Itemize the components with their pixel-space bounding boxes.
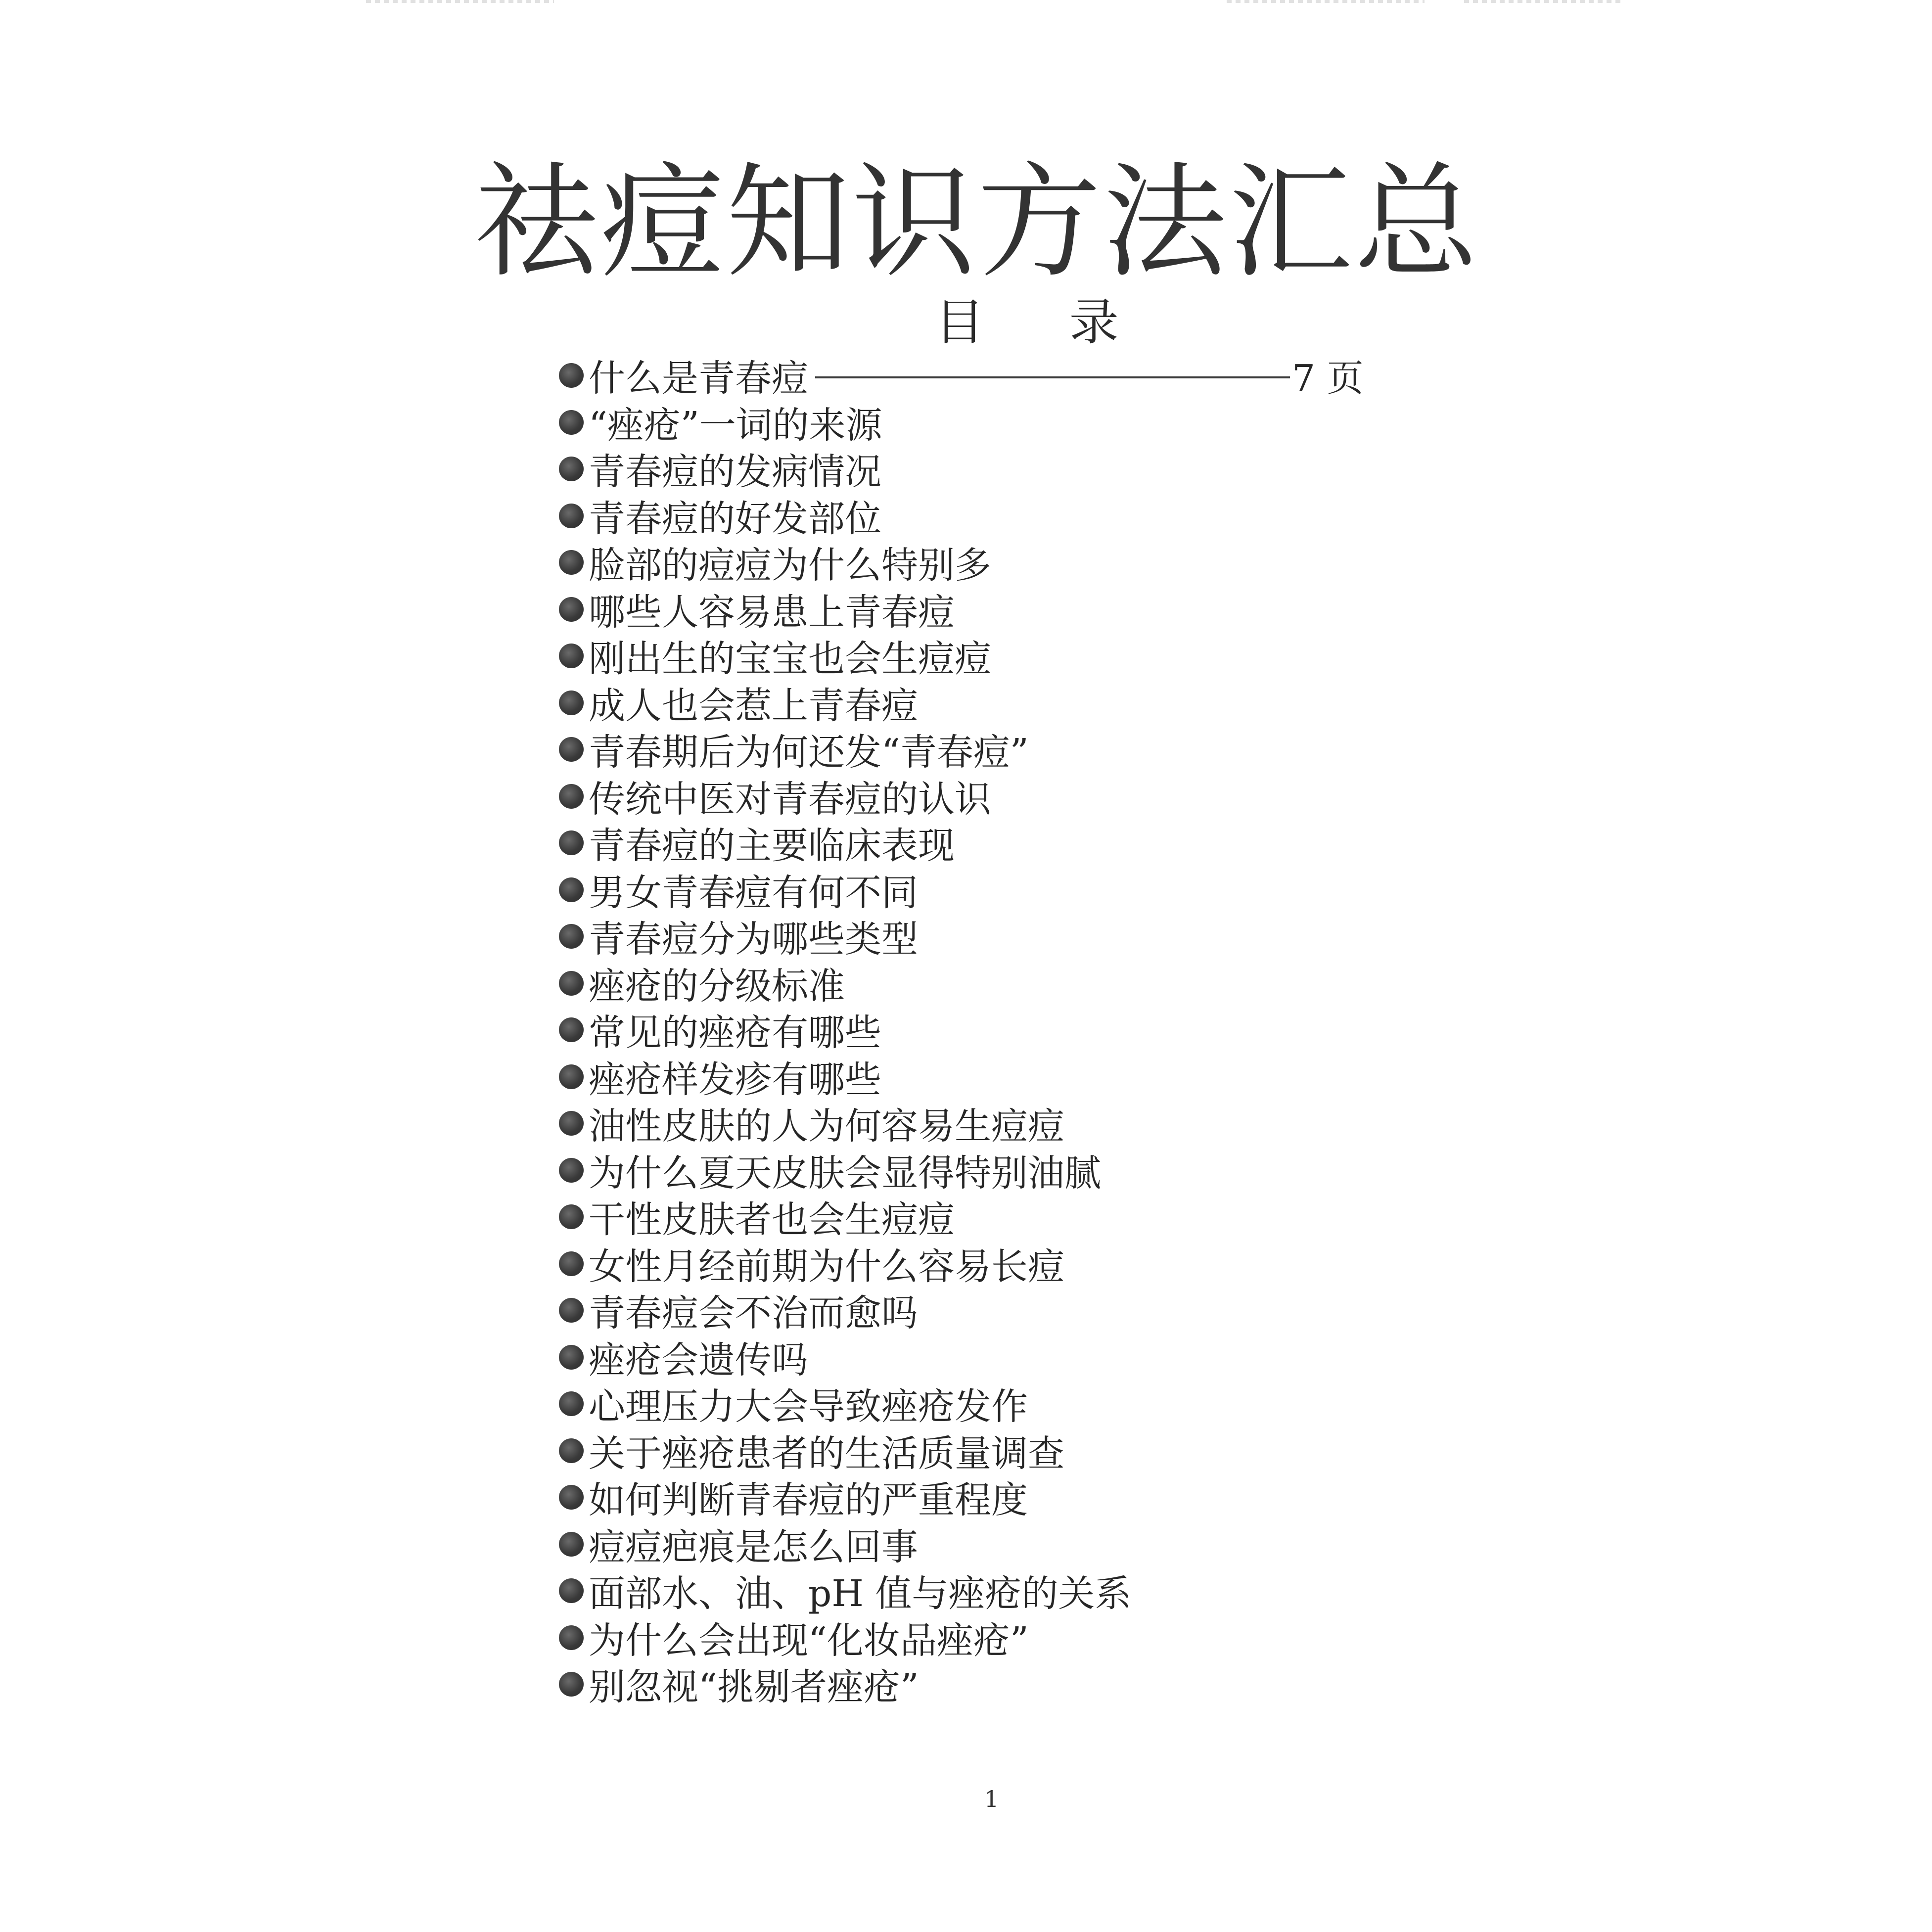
bullet-icon [559, 1064, 584, 1089]
bullet-icon [559, 690, 584, 715]
bullet-icon [559, 1578, 584, 1603]
toc-entry [559, 1147, 1364, 1194]
bullet-icon [559, 784, 584, 809]
toc-entry [559, 1661, 1364, 1708]
toc-entry [559, 1241, 1364, 1288]
toc-entry [559, 352, 1364, 399]
toc-entry [559, 1474, 1364, 1521]
toc-entry [559, 1521, 1364, 1568]
toc-entry-text: 关于痤疮患者的生活质量调查 [589, 1432, 1064, 1475]
toc-entry-text: 青春痘的发病情况 [589, 451, 881, 494]
bullet-icon [559, 550, 584, 575]
toc-entry [559, 1007, 1364, 1054]
bullet-icon [559, 1017, 584, 1042]
bullet-icon [559, 1391, 584, 1416]
bullet-icon [559, 971, 584, 996]
toc-entry [559, 493, 1364, 540]
toc-entry-text: 油性皮肤的人为何容易生痘痘 [589, 1105, 1064, 1148]
bullet-icon [559, 1204, 584, 1229]
toc-entry-text: 痤疮会遗传吗 [589, 1338, 808, 1381]
toc-entry-text: 青春痘会不治而愈吗 [589, 1292, 918, 1335]
toc-entry-text: 为什么会出现“化妆品痤疮” [589, 1619, 1029, 1662]
toc-entry-text: 面部水、油、pH 值与痤疮的关系 [589, 1572, 1132, 1615]
scan-artifact [366, 0, 554, 3]
bullet-icon [559, 1672, 584, 1697]
toc-entry [559, 586, 1364, 633]
toc-entry-text: “痤疮”一词的来源 [589, 404, 882, 447]
toc-entry [559, 1427, 1364, 1474]
toc-leader-line [815, 376, 1290, 378]
bullet-icon [559, 924, 584, 949]
document-title: 祛痘知识方法汇总 [475, 150, 1480, 294]
toc-entry-text: 成人也会惹上青春痘 [589, 684, 918, 727]
toc-entry-text: 脸部的痘痘为什么特别多 [589, 544, 991, 587]
toc-entry-page: 7 页 [1292, 357, 1364, 400]
toc-entry-text: 常见的痤疮有哪些 [589, 1012, 881, 1055]
toc-entry [559, 1100, 1364, 1147]
toc-entry-text: 干性皮肤者也会生痘痘 [589, 1198, 955, 1242]
bullet-icon [559, 504, 584, 528]
toc-entry [559, 1054, 1364, 1101]
toc-entry [559, 1334, 1364, 1381]
toc-entry-text: 心理压力大会导致痤疮发作 [589, 1385, 1028, 1428]
bullet-icon [559, 1625, 584, 1650]
toc-entry-text: 刚出生的宝宝也会生痘痘 [589, 638, 991, 681]
bullet-icon [559, 1345, 584, 1370]
toc-entry [559, 1194, 1364, 1241]
toc-entry-text: 痤疮样发疹有哪些 [589, 1058, 881, 1101]
bullet-icon [559, 1251, 584, 1276]
bullet-icon [559, 1485, 584, 1510]
bullet-icon [559, 644, 584, 668]
toc-entry-text: 青春痘的好发部位 [589, 497, 881, 540]
toc-entry-text: 痘痘疤痕是怎么回事 [589, 1525, 918, 1568]
toc-entry-text: 青春痘的主要临床表现 [589, 825, 955, 868]
toc-entry-text: 为什么夏天皮肤会显得特别油腻 [589, 1151, 1101, 1195]
toc-entry-text: 别忽视“挑剔者痤疮” [589, 1666, 919, 1709]
toc-entry [559, 960, 1364, 1007]
toc-entry [559, 726, 1364, 773]
bullet-icon [559, 830, 584, 855]
bullet-icon [559, 1438, 584, 1463]
toc-entry-text: 男女青春痘有何不同 [589, 871, 918, 914]
toc-entry [559, 399, 1364, 446]
toc-entry [559, 680, 1364, 727]
toc-entry [559, 867, 1364, 914]
bullet-icon [559, 737, 584, 762]
bullet-icon [559, 410, 584, 435]
toc-entry [559, 820, 1364, 867]
bullet-icon [559, 1158, 584, 1183]
toc-entry [559, 1567, 1364, 1614]
toc-entry-text: 什么是青春痘 [589, 357, 808, 400]
scan-artifact [1464, 0, 1622, 3]
toc-entry-text: 痤疮的分级标准 [589, 965, 845, 1008]
page-number: 1 [984, 1786, 999, 1812]
toc-entry-text: 如何判断青春痘的严重程度 [589, 1479, 1028, 1522]
toc-entry [559, 1287, 1364, 1334]
toc-entry-text: 传统中医对青春痘的认识 [589, 778, 991, 821]
toc-entry-text: 青春期后为何还发“青春痘” [589, 731, 1029, 774]
toc-entry-text: 哪些人容易患上青春痘 [589, 591, 955, 634]
bullet-icon [559, 1532, 584, 1557]
toc-entry [559, 1380, 1364, 1427]
toc-entry [559, 633, 1364, 680]
toc-entry [559, 1614, 1364, 1661]
bullet-icon [559, 457, 584, 481]
table-of-contents [559, 352, 1364, 1708]
toc-entry-text: 女性月经前期为什么容易长痘 [589, 1245, 1064, 1288]
toc-entry-text: 青春痘分为哪些类型 [589, 918, 918, 961]
toc-heading: 目 录 [935, 293, 1153, 351]
toc-entry [559, 773, 1364, 820]
bullet-icon [559, 363, 584, 388]
toc-entry [559, 446, 1364, 493]
scan-artifact [1227, 0, 1425, 3]
toc-entry [559, 913, 1364, 960]
toc-entry [559, 539, 1364, 586]
bullet-icon [559, 1298, 584, 1323]
bullet-icon [559, 1111, 584, 1136]
bullet-icon [559, 877, 584, 902]
bullet-icon [559, 597, 584, 622]
